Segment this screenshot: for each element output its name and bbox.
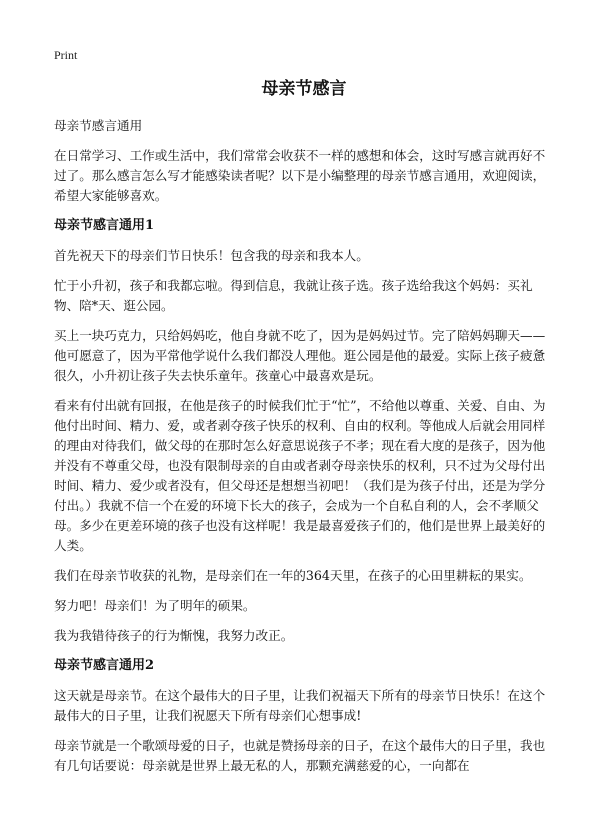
section-heading-2: 母亲节感言通用2 [54, 658, 155, 673]
section-1-paragraph: 买上一块巧克力，只给妈妈吃，他自身就不吃了，因为是妈妈过节。完了陪妈妈聊天——他可愿意了，因为平常他学说什么我们都没人理他。逛公园是他的最爱。实际上孩子疲惫很久，小升初让孩子失去快乐童年。孩童心中最喜欢是玩。 [54, 328, 546, 383]
section-1-paragraph: 我们在母亲节收获的礼物，是母亲们在一年的364天里，在孩子的心田里耕耘的果实。 [54, 568, 532, 583]
document-subtitle: 母亲节感言通用 [54, 118, 143, 133]
section-1-paragraph: 忙于小升初，孩子和我都忘啦。得到信息，我就让孩子选。孩子选给我这个妈妈：买礼物、陪*天、逛公园。 [54, 278, 533, 313]
section-1-paragraph: 看来有付出就有回报，在他是孩子的时候我们忙于“忙”，不给他以尊重、关爱、自由、为他付出时间、精力、爱，或者剥夺孩子快乐的权利、自由的权利。等他成人后就会用同样的理由对待我们，做父母的在那时怎么好意思说孩子不孝；现在看大度的是孩子，因为他并没有不尊重父母，也没有限制母亲的自由或者剥夺母亲快乐的权利，只不过为父母付出时间、精力、爱少或者没有，但父母还是想想当初吧！（我们是为孩子付出，还是为学分付出。）我就不信一个在爱的环境下长大的孩子，会成为一个自私自利的人，会不孝顺父母。多少在更差环境的孩子也没有这样呢！我是最喜爱孩子们的，他们是世界上最美好的人类。 [54, 398, 546, 553]
section-2-paragraph: 母亲节就是一个歌颂母爱的日子，也就是赞扬母亲的日子，在这个最伟大的日子里，我也有几句话要说：母亲就是世界上最无私的人，那颗充满慈爱的心，一向都在 [54, 738, 546, 773]
intro-paragraph: 在日常学习、工作或生活中，我们常常会收获不一样的感想和体会，这时写感言就再好不过了。那么感言怎么写才能感染读者呢？以下是小编整理的母亲节感言通用，欢迎阅读，希望大家能够喜欢。 [54, 148, 546, 203]
section-1-paragraph: 努力吧！母亲们！为了明年的硕果。 [54, 598, 256, 613]
section-1-paragraph: 首先祝天下的母亲们节日快乐！包含我的母亲和我本人。 [54, 248, 369, 263]
print-link[interactable]: Print [54, 48, 78, 62]
section-1-paragraph: 我为我错待孩子的行为惭愧，我努力改正。 [54, 628, 294, 643]
page-title: 母亲节感言 [261, 79, 347, 99]
section-heading-1: 母亲节感言通用1 [54, 218, 155, 233]
section-2-paragraph: 这天就是母亲节。在这个最伟大的日子里，让我们祝福天下所有的母亲节日快乐！在这个最伟大的日子里，让我们祝愿天下所有母亲们心想事成! [54, 688, 546, 723]
document-body [54, 78, 554, 786]
